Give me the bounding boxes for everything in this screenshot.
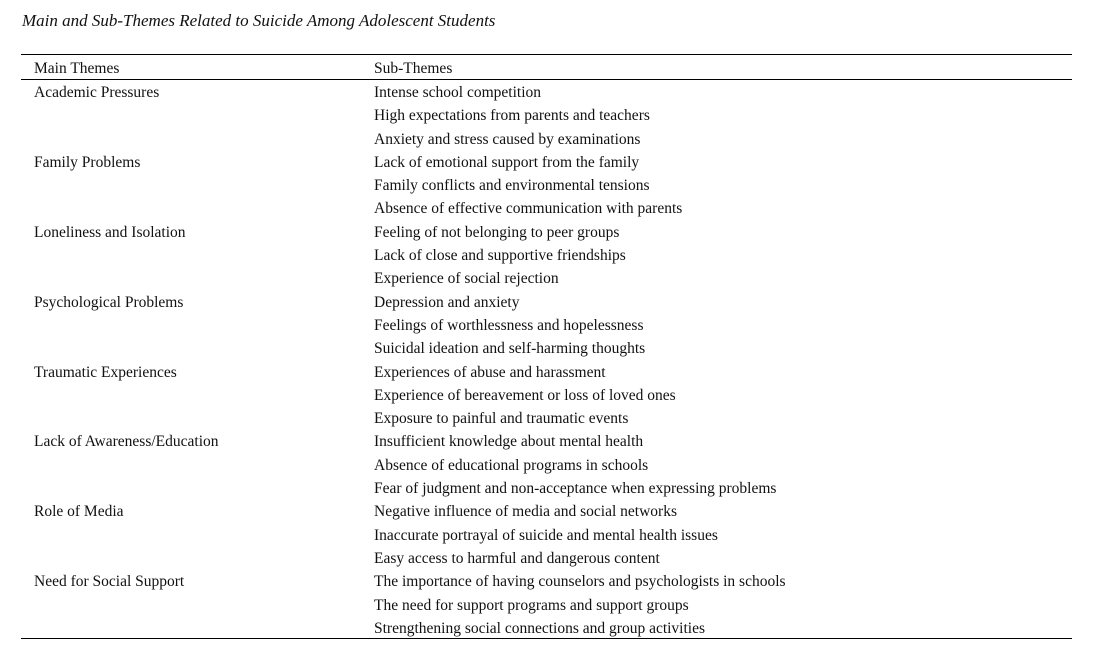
sub-theme-cell: Fear of judgment and non-acceptance when expressing problems <box>374 480 777 498</box>
table-row <box>0 384 1114 407</box>
main-theme-cell: Family Problems <box>34 153 141 171</box>
sub-theme-cell: Feeling of not belonging to peer groups <box>374 223 620 241</box>
table-row <box>0 430 1114 453</box>
main-theme-cell: Lack of Awareness/Education <box>34 433 219 451</box>
table-row <box>0 244 1114 267</box>
table-row <box>0 570 1114 593</box>
table-row <box>0 477 1114 500</box>
main-theme-cell: Need for Social Support <box>34 573 185 591</box>
table-row <box>0 81 1114 104</box>
sub-theme-cell: High expectations from parents and teachers <box>374 107 650 125</box>
sub-theme-cell: Easy access to harmful and dangerous content <box>374 549 660 567</box>
table-row <box>0 267 1114 290</box>
sub-theme-cell: Lack of close and supportive friendships <box>374 247 626 265</box>
table-row <box>0 454 1114 477</box>
themes-table <box>0 57 1114 640</box>
sub-theme-cell: Lack of emotional support from the family <box>374 153 640 171</box>
main-theme-cell: Academic Pressures <box>34 84 160 101</box>
table-row <box>0 500 1114 523</box>
table-row <box>0 547 1114 570</box>
table-row <box>0 291 1114 314</box>
table-row <box>0 128 1114 151</box>
sub-theme-cell: Experience of bereavement or loss of loved ones <box>374 386 676 404</box>
table-row <box>0 174 1114 197</box>
sub-theme-cell: Absence of effective communication with parents <box>374 200 683 218</box>
sub-theme-cell: Insufficient knowledge about mental health <box>374 433 644 451</box>
sub-theme-cell: Exposure to painful and traumatic events <box>374 410 629 428</box>
sub-theme-cell: Strengthening social connections and group activities <box>374 619 706 637</box>
table-top-rule <box>21 54 1072 55</box>
sub-theme-cell: The importance of having counselors and psychologists in schools <box>374 573 786 591</box>
table-row <box>0 407 1114 430</box>
table-row <box>0 221 1114 244</box>
main-theme-cell: Psychological Problems <box>34 293 184 311</box>
table-caption: Main and Sub-Themes Related to Suicide Among Adolescent Students <box>22 11 496 30</box>
sub-theme-cell: Negative influence of media and social networks <box>374 503 677 521</box>
table-row <box>0 617 1114 640</box>
sub-theme-cell: Experience of social rejection <box>374 270 559 288</box>
main-theme-cell: Traumatic Experiences <box>34 363 177 381</box>
sub-theme-cell: Anxiety and stress caused by examinations <box>374 130 641 148</box>
header-main-themes: Main Themes <box>34 60 120 77</box>
table-row <box>0 104 1114 127</box>
header-sub-themes: Sub-Themes <box>374 60 453 77</box>
sub-theme-cell: Intense school competition <box>374 84 542 101</box>
sub-theme-cell: Experiences of abuse and harassment <box>374 363 606 381</box>
table-row <box>0 151 1114 174</box>
sub-theme-cell: Depression and anxiety <box>374 293 520 311</box>
table-row <box>0 337 1114 360</box>
sub-theme-cell: Suicidal ideation and self-harming thoughts <box>374 340 646 358</box>
main-theme-cell: Role of Media <box>34 503 124 521</box>
table-header-row <box>0 57 1114 81</box>
table-row <box>0 314 1114 337</box>
sub-theme-cell: Family conflicts and environmental tensions <box>374 177 650 195</box>
table-row <box>0 524 1114 547</box>
main-theme-cell: Loneliness and Isolation <box>34 223 186 241</box>
table-row <box>0 361 1114 384</box>
table-row <box>0 197 1114 220</box>
table-row <box>0 594 1114 617</box>
sub-theme-cell: Inaccurate portrayal of suicide and mental health issues <box>374 526 718 544</box>
sub-theme-cell: Absence of educational programs in schools <box>374 456 649 474</box>
sub-theme-cell: The need for support programs and support groups <box>374 596 689 614</box>
sub-theme-cell: Feelings of worthlessness and hopelessness <box>374 316 644 334</box>
